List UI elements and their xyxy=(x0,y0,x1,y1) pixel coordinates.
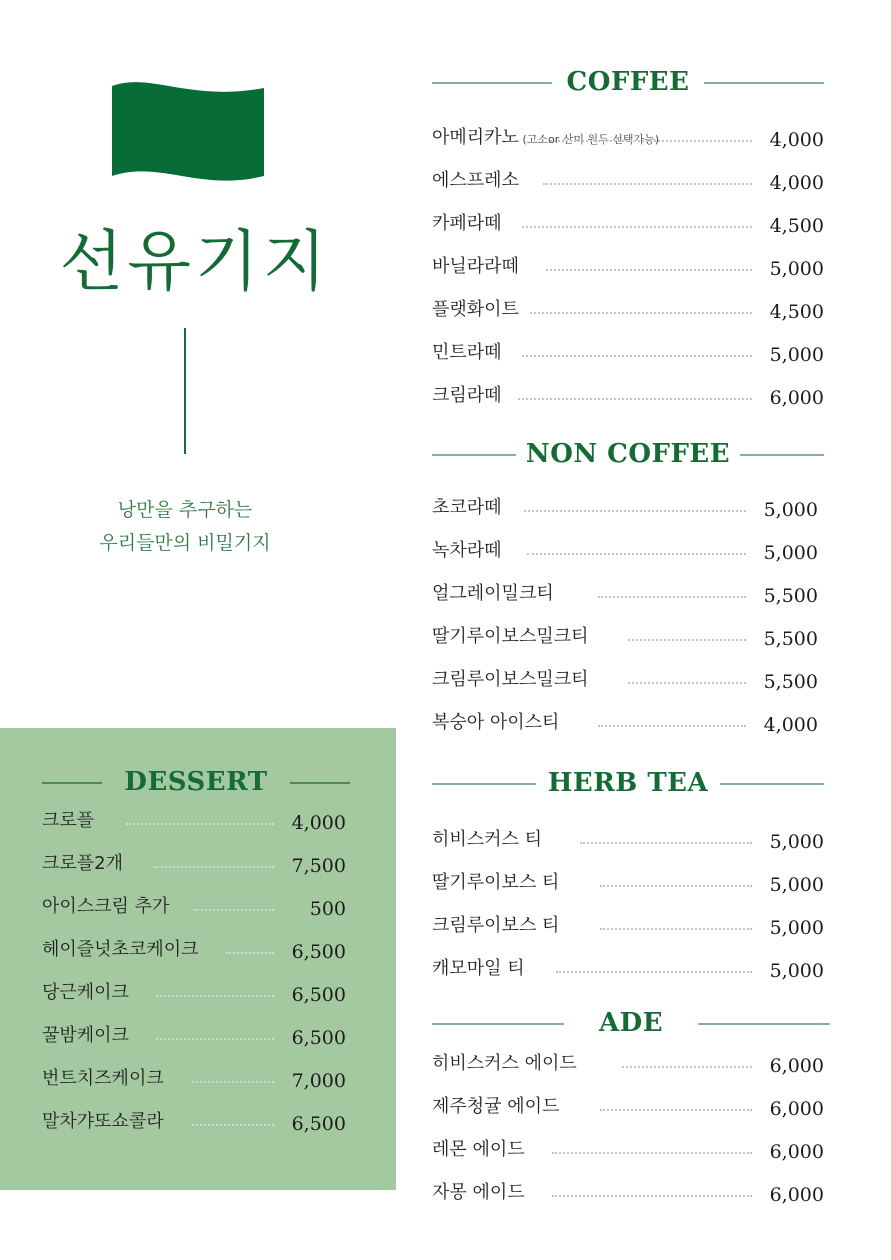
menu-item-price: 4,500 xyxy=(769,215,824,237)
menu-item-name: 자몽 에이드 xyxy=(432,1182,525,1203)
menu-item-price: 7,500 xyxy=(291,855,346,877)
menu-item-price: 5,500 xyxy=(763,671,818,693)
tagline-line-1: 낭만을 추구하는 xyxy=(117,499,253,521)
menu-item-name: 제주청귤 에이드 xyxy=(432,1096,560,1117)
menu-item xyxy=(432,624,818,652)
dot-leader xyxy=(154,866,274,868)
menu-item xyxy=(432,538,818,566)
header-rule-right xyxy=(290,782,350,784)
menu-item-price: 5,000 xyxy=(763,542,818,564)
menu-item xyxy=(42,937,346,965)
dot-leader xyxy=(156,995,274,997)
ade-header xyxy=(432,1008,830,1038)
menu-item-name: 히비스커스 에이드 xyxy=(432,1053,577,1074)
menu-item xyxy=(432,168,824,196)
menu-item-name: 캐모마일 티 xyxy=(432,958,525,979)
non-coffee-header xyxy=(432,439,824,469)
menu-item xyxy=(432,913,824,941)
dot-leader xyxy=(580,842,752,844)
non-coffee-title: NON COFFEE xyxy=(525,439,731,469)
dot-leader xyxy=(600,885,752,887)
dot-leader xyxy=(530,312,752,314)
dot-leader xyxy=(600,928,752,930)
dot-leader xyxy=(527,553,746,555)
menu-item-name: 크림루이보스밀크티 xyxy=(432,669,589,690)
dot-leader xyxy=(628,639,746,641)
dot-leader xyxy=(126,823,274,825)
menu-item-name: 히비스커스 티 xyxy=(432,829,543,850)
menu-item-name: 딸기루이보스밀크티 xyxy=(432,626,589,647)
menu-item xyxy=(432,827,824,855)
dot-leader xyxy=(550,140,752,142)
dot-leader xyxy=(556,971,752,973)
menu-item-name: 에스프레소 xyxy=(432,170,519,191)
menu-item-price: 6,500 xyxy=(291,941,346,963)
dot-leader xyxy=(543,183,752,185)
menu-item-name: 초코라떼 xyxy=(432,497,502,518)
dessert-panel xyxy=(0,728,396,1190)
menu-item-price: 5,000 xyxy=(769,258,824,280)
brand-title: 선유기지 xyxy=(59,223,331,300)
menu-item-name: 크림라떼 xyxy=(432,385,502,406)
header-rule-right xyxy=(698,1023,830,1025)
menu-item-price: 5,000 xyxy=(763,499,818,521)
dot-leader xyxy=(546,269,752,271)
menu-item xyxy=(42,894,346,922)
dot-leader xyxy=(192,1081,274,1083)
header-rule-right xyxy=(704,82,824,84)
menu-item-name: 복숭아 아이스티 xyxy=(432,712,560,733)
menu-item-price: 6,000 xyxy=(769,387,824,409)
tagline-line-2: 우리들만의 비밀기지 xyxy=(99,532,271,554)
dot-leader xyxy=(622,1066,752,1068)
menu-item xyxy=(432,297,824,325)
menu-item-price: 6,000 xyxy=(769,1098,824,1120)
coffee-title: COFFEE xyxy=(566,67,690,97)
menu-item-price: 5,500 xyxy=(763,585,818,607)
dot-leader xyxy=(598,725,746,727)
menu-item-price: 5,000 xyxy=(769,831,824,853)
menu-item-price: 5,000 xyxy=(769,874,824,896)
dot-leader xyxy=(226,952,274,954)
menu-item xyxy=(42,851,346,879)
dessert-header xyxy=(42,767,350,797)
menu-item-name: 말차갸또쇼콜라 xyxy=(42,1111,164,1132)
menu-item xyxy=(432,383,824,411)
menu-item-price: 5,000 xyxy=(769,960,824,982)
menu-item-price: 4,000 xyxy=(769,129,824,151)
herb-tea-header xyxy=(432,768,824,798)
menu-item-name: 아메리카노 (고소or 산미 원두 선택가능) xyxy=(432,127,660,148)
menu-item-price: 4,000 xyxy=(291,812,346,834)
menu-item xyxy=(42,1109,346,1137)
menu-item xyxy=(432,667,818,695)
coffee-header xyxy=(432,67,824,97)
dessert-title: DESSERT xyxy=(124,767,268,797)
dot-leader xyxy=(600,1109,752,1111)
menu-item-name: 민트라떼 xyxy=(432,342,502,363)
dot-leader xyxy=(518,398,752,400)
menu-item xyxy=(42,1066,346,1094)
menu-item-price: 4,000 xyxy=(763,714,818,736)
menu-item-name: 크림루이보스 티 xyxy=(432,915,560,936)
header-rule-right xyxy=(720,783,824,785)
dot-leader xyxy=(628,682,746,684)
menu-item-name: 당근케이크 xyxy=(42,982,129,1003)
menu-item-name: 헤이즐넛초코케이크 xyxy=(42,939,199,960)
menu-item-name: 딸기루이보스 티 xyxy=(432,872,560,893)
dot-leader xyxy=(522,355,752,357)
header-rule-right xyxy=(740,454,824,456)
menu-item-price: 6,500 xyxy=(291,1113,346,1135)
dot-leader xyxy=(524,510,746,512)
dot-leader xyxy=(192,1124,274,1126)
menu-item xyxy=(432,495,818,523)
menu-item-name: 레몬 에이드 xyxy=(432,1139,525,1160)
menu-item-name: 얼그레이밀크티 xyxy=(432,583,554,604)
menu-item-name: 번트치즈케이크 xyxy=(42,1068,164,1089)
dot-leader xyxy=(552,1195,752,1197)
menu-item-price: 5,000 xyxy=(769,344,824,366)
menu-item xyxy=(432,1137,824,1165)
dot-leader xyxy=(156,1038,274,1040)
menu-item xyxy=(432,870,824,898)
menu-item-name: 카페라떼 xyxy=(432,213,502,234)
herb-tea-title: HERB TEA xyxy=(547,768,709,798)
menu-item xyxy=(432,581,818,609)
menu-item-price: 4,500 xyxy=(769,301,824,323)
menu-item xyxy=(432,211,824,239)
menu-item xyxy=(432,340,824,368)
menu-item-name: 아이스크림 추가 xyxy=(42,896,170,917)
menu-item xyxy=(432,1180,824,1208)
dot-leader xyxy=(598,596,746,598)
menu-item-price: 7,000 xyxy=(291,1070,346,1092)
menu-item-price: 6,000 xyxy=(769,1141,824,1163)
menu-item xyxy=(432,125,824,153)
menu-item-price: 6,500 xyxy=(291,984,346,1006)
menu-item-note: (고소or 산미 원두 선택가능) xyxy=(518,133,660,146)
menu-item-price: 5,000 xyxy=(769,917,824,939)
menu-item-price: 6,000 xyxy=(769,1184,824,1206)
dot-leader xyxy=(522,226,752,228)
menu-item xyxy=(42,808,346,836)
menu-item-price: 5,500 xyxy=(763,628,818,650)
menu-item xyxy=(42,1023,346,1051)
ade-title: ADE xyxy=(598,1008,664,1038)
menu-item-name: 바닐라라떼 xyxy=(432,256,519,277)
menu-item-price: 500 xyxy=(309,898,346,920)
menu-item xyxy=(432,956,824,984)
menu-item-name: 녹차라떼 xyxy=(432,540,502,561)
menu-item-name: 크로플 xyxy=(42,810,95,831)
menu-item-price: 6,500 xyxy=(291,1027,346,1049)
menu-item xyxy=(432,1094,824,1122)
flag-logo xyxy=(110,80,266,184)
menu-item-name: 크로플2개 xyxy=(42,853,124,874)
menu-item-price: 6,000 xyxy=(769,1055,824,1077)
divider-line xyxy=(184,328,186,454)
menu-item-name: 플랫화이트 xyxy=(432,299,519,320)
menu-item xyxy=(42,980,346,1008)
dot-leader xyxy=(194,909,274,911)
brand-tagline xyxy=(50,494,320,560)
menu-item xyxy=(432,1051,824,1079)
menu-item-name: 꿀밤케이크 xyxy=(42,1025,129,1046)
menu-item-price: 4,000 xyxy=(769,172,824,194)
dot-leader xyxy=(552,1152,752,1154)
menu-item xyxy=(432,254,824,282)
menu-item xyxy=(432,710,818,738)
